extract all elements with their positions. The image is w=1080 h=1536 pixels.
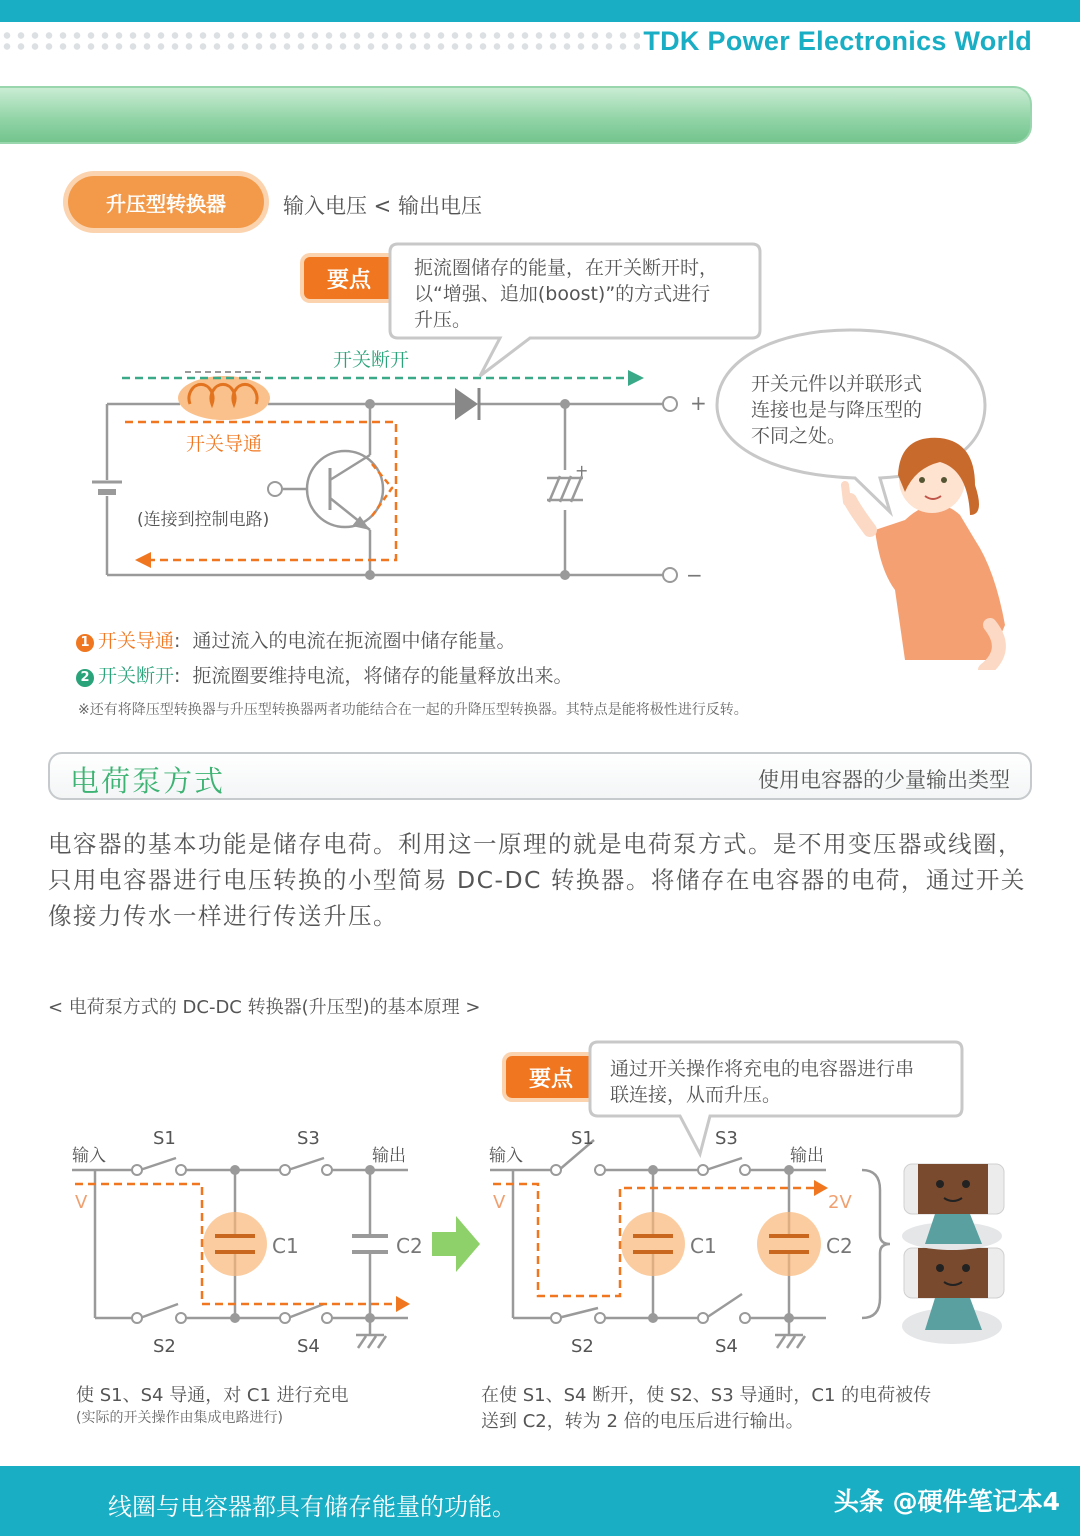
character-note-line-3: 不同之处。	[751, 425, 847, 447]
right-output-label: 输出	[790, 1146, 824, 1166]
left-s4-label: S4	[297, 1336, 320, 1357]
switch-on-label: 开关导通	[186, 433, 263, 455]
right-v-label: V	[493, 1192, 506, 1213]
footer-summary: 线圈与电容器都具有储存能量的功能。	[108, 1493, 516, 1521]
left-s1-label: S1	[153, 1128, 176, 1149]
character-note-line-2: 连接也是与降压型的	[751, 399, 923, 421]
transition-arrow	[432, 1216, 480, 1272]
right-2v-label: 2V	[828, 1192, 852, 1213]
right-caption-line-1: 在使 S1、S4 断开，使 S2、S3 导通时，C1 的电荷被传	[481, 1385, 932, 1406]
legend-number-2: 2	[76, 669, 94, 687]
legend-term-2: 开关断开	[98, 665, 175, 687]
left-c1-label: C1	[272, 1234, 299, 1258]
right-c2-label: C2	[826, 1234, 853, 1258]
green-header-band	[0, 86, 1032, 144]
key-note-2-line-2: 联连接，从而升压。	[610, 1084, 782, 1106]
key-note-2-line-1: 通过开关操作将充电的电容器进行串	[610, 1058, 915, 1080]
plus-label: +	[690, 391, 707, 415]
legend-term-1: 开关导通	[98, 630, 175, 652]
legend-text-2: 扼流圈要维持电流，将储存的能量释放出来。	[192, 665, 573, 687]
intro-paragraph: 电容器的基本功能是储存电荷。利用这一原理的就是电荷泵方式。是不用变压器或线圈，只用电容器进行电压转换的小型简易 DC-DC 转换器。将储存在电容器的电荷，通过开关像接力传水一样进行传送升压。	[48, 830, 1026, 930]
control-terminal	[268, 482, 282, 496]
circuit-wires	[107, 404, 664, 575]
left-s3-label: S3	[297, 1128, 320, 1149]
top-bar	[0, 0, 1080, 22]
legend-item-1	[76, 626, 516, 653]
right-s4-label: S4	[715, 1336, 738, 1357]
key-note-line-2: 以“增强、追加(boost)”的方式进行	[414, 283, 711, 305]
right-input-label: 输入	[489, 1146, 523, 1166]
left-c2-label: C2	[396, 1234, 423, 1258]
right-s3-label: S3	[715, 1128, 738, 1149]
section-title: 电荷泵方式	[70, 764, 226, 798]
right-s1-label: S1	[571, 1128, 594, 1149]
brand-title: TDK Power Electronics World	[643, 26, 1032, 56]
boost-converter-pill: 升压型转换器	[68, 176, 264, 228]
character-note-line-1: 开关元件以并联形式	[751, 373, 923, 395]
footer-watermark: 头条 @硬件笔记本4	[833, 1487, 1060, 1516]
legend-text-1: 通过流入的电流在扼流圈中储存能量。	[192, 630, 516, 652]
right-caption-line-2: 送到 C2，转为 2 倍的电压后进行输出。	[481, 1411, 804, 1432]
plus-terminal	[663, 397, 677, 411]
left-s2-label: S2	[153, 1336, 176, 1357]
left-v-label: V	[75, 1192, 88, 1213]
series-brace	[862, 1170, 890, 1318]
c2-glow-right	[757, 1212, 821, 1276]
control-circuit-label: (连接到控制电路)	[137, 510, 270, 530]
key-note-line-3: 升压。	[414, 309, 472, 331]
header-dot-pattern	[0, 30, 640, 52]
section-subtitle: 使用电容器的少量输出类型	[758, 768, 1010, 792]
capacitor-characters	[902, 1164, 1004, 1344]
c1-glow-right	[621, 1212, 685, 1276]
left-caption: 使 S1、S4 导通，对 C1 进行充电	[76, 1385, 349, 1406]
left-output-label: 输出	[372, 1146, 406, 1166]
capacitor-plus-label: +	[575, 461, 589, 480]
diode-triangle	[455, 388, 478, 420]
left-circuit	[72, 1158, 410, 1348]
legend-sep-2: :	[174, 665, 181, 687]
right-s2-label: S2	[571, 1336, 594, 1357]
c1-glow	[203, 1212, 267, 1276]
boost-circuit-diagram	[0, 230, 1080, 670]
left-caption-sub: (实际的开关操作由集成电路进行)	[76, 1410, 283, 1426]
minus-terminal	[663, 568, 677, 582]
legend-sep-1: :	[174, 630, 181, 652]
key-point-badge-2: 要点	[506, 1056, 596, 1098]
key-point-badge: 要点	[304, 257, 394, 299]
right-c1-label: C1	[690, 1234, 717, 1258]
diagram-title: < 电荷泵方式的 DC-DC 转换器(升压型)的基本原理 >	[48, 997, 481, 1018]
charge-pump-diagram	[0, 1030, 1080, 1380]
legend-item-2	[76, 661, 573, 688]
boost-relation-text: 输入电压 < 输出电压	[283, 194, 482, 218]
key-note-line-1: 扼流圈储存的能量，在开关断开时，	[414, 257, 719, 279]
minus-label: −	[686, 563, 703, 587]
footnote: ※还有将降压型转换器与升压型转换器两者功能结合在一起的升降压型转换器。其特点是能将极性进行反转。	[78, 702, 748, 718]
legend-number-1: 1	[76, 634, 94, 652]
left-input-label: 输入	[72, 1146, 106, 1166]
switch-off-label: 开关断开	[333, 349, 410, 371]
